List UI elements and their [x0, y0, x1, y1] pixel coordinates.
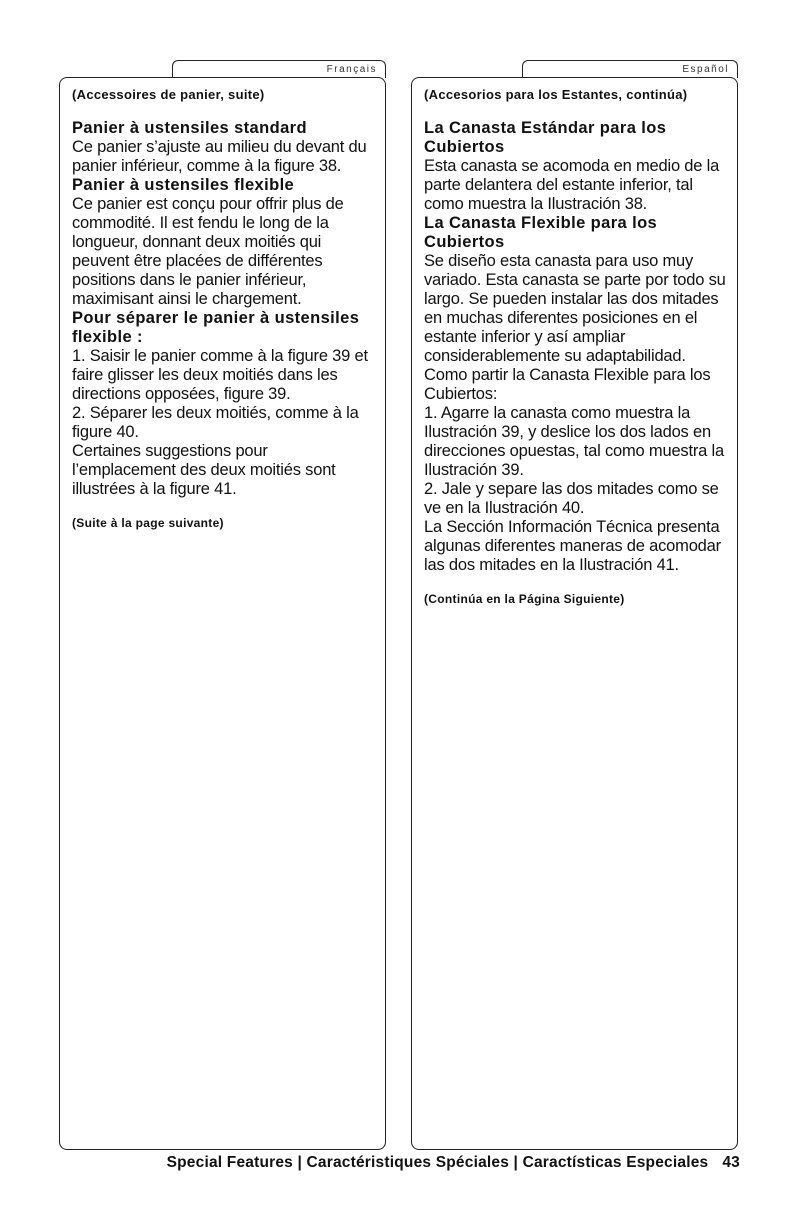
spanish-technical: La Sección Información Técnica presenta algunas diferentes maneras de acomodar las dos mitades en la Ilustración 41. — [424, 518, 721, 574]
spanish-section2-text: Se diseño esta canasta para uso muy variado. Esta canasta se parte por todo su largo. Se pueden instalar las dos mitades en muchas diferentes posiciones en el estante inferior y así ampliar considerablemente su adaptabilidad. — [424, 252, 726, 365]
footer-title: Special Features | Caractéristiques Spéciales | Caractísticas Especiales — [166, 1154, 709, 1171]
french-section1-heading: Panier à ustensiles standard — [72, 119, 307, 137]
french-panel — [59, 77, 386, 1150]
french-suggestions: Certaines suggestions pour l’emplacement des deux moitiés sont illustrées à la figure 41. — [72, 442, 336, 498]
french-tab-label: Français — [326, 64, 377, 75]
spanish-continued-header: (Accesorios para los Estantes, continúa) — [424, 87, 688, 102]
french-continued-footer: (Suite à la page suivante) — [72, 516, 224, 530]
spanish-section2-heading: La Canasta Flexible para los Cubiertos — [424, 214, 658, 251]
spanish-howto: Como partir la Canasta Flexible para los Cubiertos: — [424, 366, 711, 403]
french-continued-header: (Accessoires de panier, suite) — [72, 87, 265, 102]
french-section1-text: Ce panier s’ajuste au milieu du devant du panier inférieur, comme à la figure 38. — [72, 138, 367, 175]
french-section2-heading: Panier à ustensiles flexible — [72, 176, 295, 194]
french-step1: 1. Saisir le panier comme à la figure 39 et faire glisser les deux moitiés dans les directions opposées, figure 39. — [72, 347, 368, 403]
spanish-section1-heading: La Canasta Estándar para los Cubiertos — [424, 119, 667, 156]
spanish-step1: 1. Agarre la canasta como muestra la Ilustración 39, y deslice los dos lados en direcciones opuestas, tal como muestra la Ilustración 39. — [424, 404, 724, 479]
spanish-tab-label: Español — [682, 64, 729, 75]
spanish-continued-footer: (Continúa en la Página Siguiente) — [424, 592, 625, 606]
page-footer — [0, 1154, 740, 1172]
spanish-step2: 2. Jale y separe las dos mitades como se ve en la Ilustración 40. — [424, 480, 719, 517]
french-step2: 2. Séparer les deux moitiés, comme à la figure 40. — [72, 404, 359, 441]
spanish-panel — [411, 77, 738, 1150]
spanish-section1-text: Esta canasta se acomoda en medio de la parte delantera del estante inferior, tal como muestra la Ilustración 38. — [424, 157, 720, 213]
french-section2-text: Ce panier est conçu pour offrir plus de commodité. Il est fendu le long de la longueur, donnant deux moitiés qui peuvent être placées de différentes positions dans le panier inférieur, maximisant ainsi le chargement. — [72, 195, 344, 308]
french-section3-heading: Pour séparer le panier à ustensiles flexible : — [72, 309, 360, 346]
french-language-tab — [172, 60, 386, 78]
spanish-language-tab — [522, 60, 738, 78]
page-number: 43 — [722, 1154, 740, 1171]
